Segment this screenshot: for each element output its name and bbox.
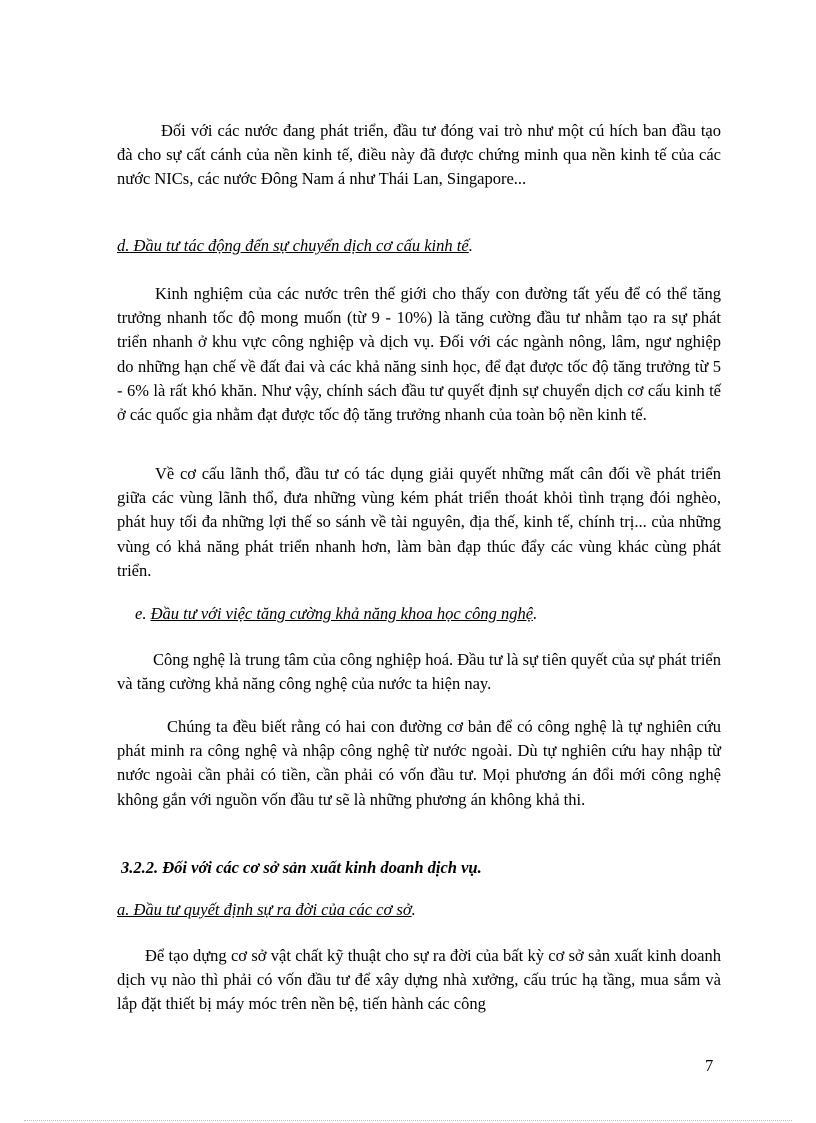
paragraph-two-paths [117, 715, 721, 812]
heading-a-underlined: a. Đầu tư quyết định sự ra đời của các cơ sở [117, 900, 412, 919]
paragraph-text: Công nghệ là trung tâm của công nghiệp hoá. Đầu tư là sự tiên quyết của sự phát triển và tăng cường khả năng công nghệ của nước ta hiện nay. [117, 650, 721, 694]
heading-a: a. Đầu tư quyết định sự ra đời của các cơ sở. [117, 900, 416, 919]
paragraph-developing-countries [117, 119, 721, 192]
paragraph-experience [117, 282, 721, 427]
heading-e: e. Đầu tư với việc tăng cường khả năng khoa học công nghệ. [135, 604, 538, 623]
paragraph-text: Đối với các nước đang phát triển, đầu tư đóng vai trò như một cú hích ban đầu tạo đà cho sự cất cánh của nền kinh tế, điều này đã được chứng minh qua nền kinh tế của các nước NICs, các nước Đông Nam á như Thái Lan, Singapore... [117, 121, 721, 189]
section-heading-3-2-2: 3.2.2. Đối với các cơ sở sản xuất kinh doanh dịch vụ. [121, 858, 482, 877]
heading-d: d. Đầu tư tác động đến sự chuyển dịch cơ cấu kinh tế. [117, 236, 473, 255]
heading-e-underlined: Đầu tư với việc tăng cường khả năng khoa học công nghệ [150, 604, 534, 623]
paragraph-text: Kinh nghiệm của các nước trên thế giới cho thấy con đường tất yếu để có thể tăng trưởng nhanh tốc độ mong muốn (từ 9 - 10%) là tăng cường đầu tư nhằm tạo ra sự phát triển nhanh ở khu vực công nghiệp và dịch vụ. Đối với các ngành nông, lâm, ngư nghiệp do những hạn chế về đất đai và các khả năng sinh học, để đạt được tốc độ tăng trưởng từ 5 - 6% là rất khó khăn. Như vậy, chính sách đầu tư quyết định sự chuyển dịch cơ cấu kinh tế ở các quốc gia nhằm đạt được tốc độ tăng trưởng nhanh của toàn bộ nền kinh tế. [117, 284, 721, 425]
page-bottom-divider [24, 1120, 792, 1121]
heading-d-underlined: d. Đầu tư tác động đến sự chuyển dịch cơ cấu kinh tế [117, 236, 469, 255]
page-number: 7 [705, 1056, 714, 1075]
paragraph-infrastructure [117, 944, 721, 1017]
paragraph-text: Để tạo dựng cơ sở vật chất kỹ thuật cho sự ra đời của bất kỳ cơ sở sản xuất kinh doanh dịch vụ nào thì phải có vốn đầu tư để xây dựng nhà xưởng, cấu trúc hạ tầng, mua sắm và lắp đặt thiết bị máy móc trên nền bệ, tiến hành các công [117, 946, 721, 1014]
paragraph-text: Về cơ cấu lãnh thổ, đầu tư có tác dụng giải quyết những mất cân đối về phát triển giữa các vùng lãnh thổ, đưa những vùng kém phát triển thoát khỏi tình trạng đói nghèo, phát huy tối đa những lợi thế so sánh về tài nguyên, địa thế, kinh tế, chính trị... của những vùng có khả năng phát triển nhanh hơn, làm bàn đạp thúc đẩy các vùng khác cùng phát triển. [117, 464, 721, 580]
paragraph-technology [117, 648, 721, 696]
paragraph-text: Chúng ta đều biết rằng có hai con đường cơ bản để có công nghệ là tự nghiên cứu phát minh ra công nghệ và nhập công nghệ từ nước ngoài. Dù tự nghiên cứu hay nhập từ nước ngoài cần phải có tiền, cần phải có vốn đầu tư. Mọi phương án đổi mới công nghệ không gắn với nguồn vốn đầu tư sẽ là những phương án không khả thi. [117, 717, 721, 809]
paragraph-territorial-structure [117, 462, 721, 583]
